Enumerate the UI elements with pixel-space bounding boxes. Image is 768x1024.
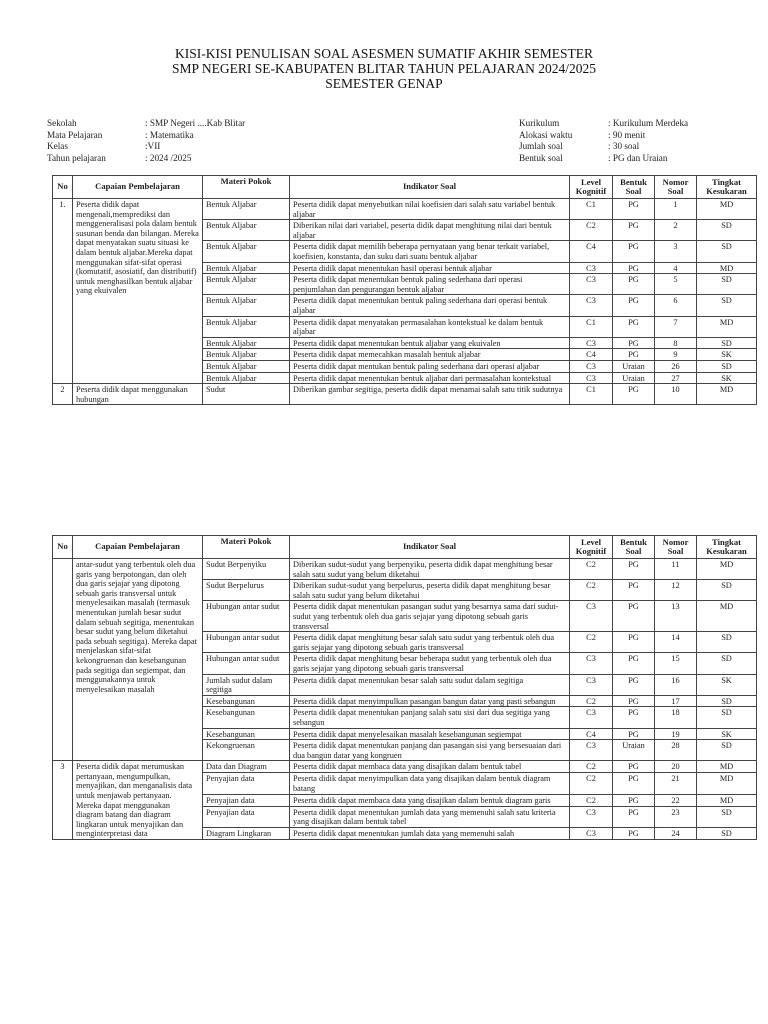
cell-bentuk: PG — [613, 580, 655, 601]
col-header-tingkat: Tingkat Kesukaran — [697, 536, 757, 559]
cell-materi: Data dan Diagram — [203, 761, 290, 773]
title-line-3: SEMESTER GENAP — [325, 76, 443, 91]
cell-indikator: Peserta didik dapat menentukan bentuk aljabar dari permasalahan kontekstual — [290, 372, 570, 384]
cell-bentuk: PG — [613, 262, 655, 274]
cell-level: C3 — [570, 601, 613, 632]
cell-materi: Kekongruenan — [203, 740, 290, 761]
cell-indikator: Peserta didik dapat menentukan jumlah data yang memenuhi salah — [290, 828, 570, 840]
cell-materi: Sudut — [203, 384, 290, 405]
cell-indikator: Peserta didik dapat menentukan jumlah data yang memenuhi salah satu kriteria yang disajikan dalam bentuk tabel — [290, 806, 570, 828]
cell-tingkat: SK — [697, 349, 757, 361]
cell-nomor: 17 — [655, 695, 697, 707]
cell-materi: Penyajian data — [203, 806, 290, 828]
cell-bentuk: PG — [613, 794, 655, 806]
cell-indikator: Peserta didik dapat membaca data yang disajikan dalam bentuk tabel — [290, 761, 570, 773]
cell-tingkat: SK — [697, 372, 757, 384]
cell-bentuk: PG — [613, 316, 655, 337]
cell-nomor: 6 — [655, 295, 697, 316]
cell-materi: Bentuk Aljabar — [203, 316, 290, 337]
cell-nomor: 26 — [655, 360, 697, 372]
cell-level: C4 — [570, 728, 613, 740]
cell-materi: Diagram Lingkaran — [203, 828, 290, 840]
cell-level: C2 — [570, 220, 613, 241]
cell-tingkat: MD — [697, 559, 757, 580]
cell-level: C3 — [570, 674, 613, 695]
cell-indikator: Diberikan sudut-sudut yang berpenyiku, peserta didik dapat menghitung besar salah satu sudut yang belum diketahui — [290, 559, 570, 580]
cell-tingkat: SD — [697, 806, 757, 828]
cell-nomor: 11 — [655, 559, 697, 580]
cell-capaian: Peserta didik dapat mengenali,memprediksi dan menggeneralisasi pola dalam bentuk susunan benda dan bilangan. Mereka dapat menyatakan suatu situasi ke dalam bentuk aljabar.Mereka dapat menggunakan sifat-sifat operasi (komutatif, asosiatif, dan distributif) untuk menghasilkan bentuk aljabar yang ekuivalen — [73, 199, 203, 384]
cell-bentuk: PG — [613, 632, 655, 653]
cell-indikator: Peserta didik dapat menghitung besar salah satu sudut yang terbentuk oleh dua garis sejajar yang dipotong sebuah garis transversal — [290, 632, 570, 653]
cell-nomor: 3 — [655, 241, 697, 262]
cell-indikator: Diberikan gambar segitiga, peserta didik dapat menamai salah satu titik sudutnya — [290, 384, 570, 405]
info-right — [519, 118, 688, 164]
cell-tingkat: SK — [697, 674, 757, 695]
cell-materi: Hubungan antar sudut — [203, 653, 290, 674]
col-header-cp: Capaian Pembelajaran — [73, 176, 203, 199]
col-header-bentuk: Bentuk Soal — [613, 536, 655, 559]
cell-level: C1 — [570, 199, 613, 220]
cell-indikator: Diberikan sudut-sudut yang berpelurus, peserta didik dapat menghitung besar salah satu sudut yang belum diketahui — [290, 580, 570, 601]
table-row — [53, 384, 757, 405]
document-title — [0, 46, 768, 91]
info-row-bentuk: Bentuk soal : PG dan Uraian — [519, 152, 668, 163]
col-header-no: No — [53, 176, 73, 199]
cell-tingkat: SD — [697, 220, 757, 241]
cell-level: C2 — [570, 761, 613, 773]
cell-materi: Bentuk Aljabar — [203, 274, 290, 295]
cell-nomor: 18 — [655, 707, 697, 728]
cell-level: C2 — [570, 695, 613, 707]
cell-indikator: Peserta didik dapat memecahkan masalah bentuk aljabar — [290, 349, 570, 361]
col-header-nomor: Nomor Soal — [655, 176, 697, 199]
cell-level: C2 — [570, 580, 613, 601]
cell-bentuk: PG — [613, 384, 655, 405]
cell-nomor: 1 — [655, 199, 697, 220]
cell-tingkat: MD — [697, 384, 757, 405]
cell-level: C3 — [570, 740, 613, 761]
cell-tingkat: SD — [697, 828, 757, 840]
cell-no: 3 — [53, 761, 73, 840]
cell-indikator: Peserta didik dapat menyebutkan nilai koefisien dari salah satu variabel bentuk aljabar — [290, 199, 570, 220]
cell-indikator: Peserta didik dapat mentukan bentuk paling sederhana dari operasi aljabar — [290, 360, 570, 372]
cell-materi: Bentuk Aljabar — [203, 262, 290, 274]
col-header-level: Level Kognitif — [570, 176, 613, 199]
cell-materi: Penyajian data — [203, 773, 290, 795]
cell-tingkat: MD — [697, 262, 757, 274]
cell-level: C4 — [570, 241, 613, 262]
cell-tingkat: MD — [697, 316, 757, 337]
info-row-sekolah: Sekolah : SMP Negeri ....Kab Blitar — [47, 118, 246, 128]
cell-nomor: 21 — [655, 773, 697, 795]
cell-nomor: 10 — [655, 384, 697, 405]
cell-level: C3 — [570, 707, 613, 728]
cell-level: C4 — [570, 349, 613, 361]
cell-bentuk: Uraian — [613, 372, 655, 384]
cell-indikator: Peserta didik dapat menentukan bentuk aljabar yang ekuivalen — [290, 337, 570, 349]
col-header-level: Level Kognitif — [570, 536, 613, 559]
cell-materi: Jumlah sudut dalam segitiga — [203, 674, 290, 695]
cell-nomor: 4 — [655, 262, 697, 274]
kisi-table-1 — [52, 175, 757, 405]
cell-capaian: antar-sudut yang terbentuk oleh dua garis yang berpotongan, dan oleh dua garis sejajar yang dipotong sebuah garis transversal untuk menyelesaikan masalah (termasuk menentukan jumlah besar sudut dalam sebuah segitiga, menentukan besar sudut yang belum diketahui pada sebuah segitiga). Mereka dapat menjelaskan sifat-sifat kekongruenan dan kesebangunan pada segitiga dan segiempat, dan menggunakannya untuk menyelesaikan masalah — [73, 559, 203, 761]
cell-bentuk: Uraian — [613, 360, 655, 372]
cell-tingkat: SD — [697, 580, 757, 601]
info-row-tahun: Tahun pelajaran : 2024 /2025 — [47, 152, 192, 163]
cell-materi: Bentuk Aljabar — [203, 199, 290, 220]
cell-bentuk: Uraian — [613, 740, 655, 761]
cell-level: C1 — [570, 316, 613, 337]
cell-nomor: 20 — [655, 761, 697, 773]
cell-tingkat: SD — [697, 360, 757, 372]
cell-nomor: 8 — [655, 337, 697, 349]
cell-materi: Bentuk Aljabar — [203, 220, 290, 241]
title-line-1: KISI-KISI PENULISAN SOAL ASESMEN SUMATIF AKHIR SEMESTER — [174, 46, 594, 61]
cell-tingkat: SD — [697, 241, 757, 262]
cell-level: C1 — [570, 384, 613, 405]
cell-level: C2 — [570, 773, 613, 795]
cell-bentuk: PG — [613, 806, 655, 828]
cell-tingkat: SD — [697, 274, 757, 295]
cell-tingkat: SD — [697, 632, 757, 653]
cell-nomor: 15 — [655, 653, 697, 674]
cell-bentuk: PG — [613, 199, 655, 220]
cell-indikator: Diberikan nilai dari variabel, peserta didik dapat menghitung nilai dari bentuk aljabar — [290, 220, 570, 241]
info-row-alokasi: Alokasi waktu : 90 menit — [519, 129, 646, 140]
cell-no: 2 — [53, 384, 73, 405]
cell-level: C3 — [570, 295, 613, 316]
col-header-nomor: Nomor Soal — [655, 536, 697, 559]
table-row — [53, 761, 757, 773]
col-header-indikator: Indikator Soal — [290, 176, 570, 199]
cell-nomor: 19 — [655, 728, 697, 740]
cell-bentuk: PG — [613, 828, 655, 840]
cell-indikator: Peserta didik dapat membaca data yang disajikan dalam bentuk diagram garis — [290, 794, 570, 806]
col-header-cp: Capaian Pembelajaran — [73, 536, 203, 559]
cell-nomor: 16 — [655, 674, 697, 695]
cell-nomor: 24 — [655, 828, 697, 840]
cell-bentuk: PG — [613, 707, 655, 728]
cell-materi: Sudut Berpelurus — [203, 580, 290, 601]
cell-tingkat: MD — [697, 601, 757, 632]
cell-tingkat: MD — [697, 199, 757, 220]
cell-materi: Sudut Berpenyiku — [203, 559, 290, 580]
cell-bentuk: PG — [613, 241, 655, 262]
cell-bentuk: PG — [613, 274, 655, 295]
cell-indikator: Peserta didik dapat menghitung besar beberapa sudut yang terbentuk oleh dua garis sejajar yang dipotong sebuah garis transversal — [290, 653, 570, 674]
cell-bentuk: PG — [613, 220, 655, 241]
table-header-row — [53, 176, 757, 199]
cell-bentuk: PG — [613, 295, 655, 316]
cell-indikator: Peserta didik dapat menentukan bentuk paling sederhana dari operasi bentuk aljabar — [290, 295, 570, 316]
cell-indikator: Peserta didik dapat memilih beberapa pernyataan yang benar terkait variabel, koefisien, konstanta, dan suku dari suatu bentuk aljabar — [290, 241, 570, 262]
cell-level: C3 — [570, 262, 613, 274]
info-left — [47, 118, 245, 164]
cell-nomor: 22 — [655, 794, 697, 806]
cell-tingkat: MD — [697, 761, 757, 773]
cell-materi: Bentuk Aljabar — [203, 372, 290, 384]
col-header-tingkat: Tingkat Kesukaran — [697, 176, 757, 199]
cell-tingkat: MD — [697, 794, 757, 806]
col-header-no: No — [53, 536, 73, 559]
info-row-mapel: Mata Pelajaran : Matematika — [47, 129, 194, 140]
cell-nomor: 14 — [655, 632, 697, 653]
cell-bentuk: PG — [613, 559, 655, 580]
cell-nomor: 2 — [655, 220, 697, 241]
cell-bentuk: PG — [613, 601, 655, 632]
cell-nomor: 12 — [655, 580, 697, 601]
cell-bentuk: PG — [613, 695, 655, 707]
cell-indikator: Peserta didik dapat menentukan bentuk paling sederhana dari operasi penjumlahan dan pengurangan bentuk aljabar — [290, 274, 570, 295]
cell-nomor: 13 — [655, 601, 697, 632]
cell-tingkat: SK — [697, 728, 757, 740]
cell-nomor: 9 — [655, 349, 697, 361]
cell-nomor: 5 — [655, 274, 697, 295]
cell-materi: Bentuk Aljabar — [203, 360, 290, 372]
cell-level: C3 — [570, 828, 613, 840]
cell-level: C3 — [570, 274, 613, 295]
cell-nomor: 27 — [655, 372, 697, 384]
cell-level: C3 — [570, 653, 613, 674]
cell-bentuk: PG — [613, 761, 655, 773]
info-row-jumlah: Jumlah soal : 30 soal — [519, 141, 640, 151]
cell-level: C3 — [570, 372, 613, 384]
cell-tingkat: SD — [697, 740, 757, 761]
info-row-kurikulum: Kurikulum : Kurikulum Merdeka — [519, 118, 689, 128]
cell-level: C3 — [570, 360, 613, 372]
cell-indikator: Peserta didik dapat menyelesaikan masalah kesebangunan segiempat — [290, 728, 570, 740]
cell-capaian: Peserta didik dapat merumuskan pertanyaan, mengumpulkan, menyajikan, dan menganalisis data untuk menjawab pertanyaan. Mereka dapat menggunakan diagram batang dan diagram lingkaran untuk menyajikan dan menginterpretasi data — [73, 761, 203, 840]
cell-level: C2 — [570, 632, 613, 653]
cell-indikator: Peserta didik dapat menentukan pasangan sudut yang besarnya sama dari sudut-sudut yang terbentuk oleh dua garis sejajar yang dipotong sebuah garis transversal — [290, 601, 570, 632]
table-row — [53, 559, 757, 580]
col-header-indikator: Indikator Soal — [290, 536, 570, 559]
cell-indikator: Peserta didik dapat menentukan hasil operasi bentuk aljabar — [290, 262, 570, 274]
cell-tingkat: MD — [697, 773, 757, 795]
cell-level: C2 — [570, 559, 613, 580]
cell-materi: Bentuk Aljabar — [203, 241, 290, 262]
cell-materi: Penyajian data — [203, 794, 290, 806]
title-line-2: SMP NEGERI SE-KABUPATEN BLITAR TAHUN PELAJARAN 2024/2025 — [171, 61, 597, 76]
cell-tingkat: SD — [697, 695, 757, 707]
cell-bentuk: PG — [613, 773, 655, 795]
cell-materi: Kesebangunan — [203, 707, 290, 728]
cell-level: C3 — [570, 806, 613, 828]
cell-bentuk: PG — [613, 337, 655, 349]
cell-indikator: Peserta didik dapat menyimpulkan pasangan bangun datar yang pasti sebangun — [290, 695, 570, 707]
cell-materi: Hubungan antar sudut — [203, 632, 290, 653]
cell-level: C3 — [570, 337, 613, 349]
cell-nomor: 7 — [655, 316, 697, 337]
cell-capaian: Peserta didik dapat menggunakan hubungan — [73, 384, 203, 405]
col-header-materi: Materi Pokok — [203, 176, 290, 199]
cell-materi: Kesebangunan — [203, 695, 290, 707]
cell-bentuk: PG — [613, 349, 655, 361]
info-row-kelas: Kelas :VII — [47, 141, 161, 151]
cell-no — [53, 559, 73, 761]
cell-nomor: 28 — [655, 740, 697, 761]
col-header-materi: Materi Pokok — [203, 536, 290, 559]
cell-materi: Kesebangunan — [203, 728, 290, 740]
cell-indikator: Peserta didik dapat menentukan panjang salah satu sisi dari dua segitiga yang sebangun — [290, 707, 570, 728]
cell-tingkat: SD — [697, 337, 757, 349]
cell-bentuk: PG — [613, 653, 655, 674]
cell-tingkat: SD — [697, 653, 757, 674]
cell-nomor: 23 — [655, 806, 697, 828]
cell-tingkat: SD — [697, 707, 757, 728]
cell-materi: Bentuk Aljabar — [203, 295, 290, 316]
table-row — [53, 199, 757, 220]
cell-indikator: Peserta didik dapat menyimpulkan data yang disajikan dalam bentuk diagram batang — [290, 773, 570, 795]
cell-indikator: Peserta didik dapat menyatakan permasalahan kontekstual ke dalam bentuk aljabar — [290, 316, 570, 337]
kisi-table-2 — [52, 535, 757, 840]
cell-tingkat: SD — [697, 295, 757, 316]
cell-materi: Hubungan antar sudut — [203, 601, 290, 632]
cell-materi: Bentuk Aljabar — [203, 337, 290, 349]
col-header-bentuk: Bentuk Soal — [613, 176, 655, 199]
cell-no: 1. — [53, 199, 73, 384]
cell-bentuk: PG — [613, 674, 655, 695]
cell-level: C2 — [570, 794, 613, 806]
cell-indikator: Peserta didik dapat menentukan panjang dan pasangan sisi yang bersesuaian dari dua bangun datar yang kongruen — [290, 740, 570, 761]
cell-materi: Bentuk Aljabar — [203, 349, 290, 361]
table-header-row — [53, 536, 757, 559]
cell-bentuk: PG — [613, 728, 655, 740]
cell-indikator: Peserta didik dapat menentukan besar salah satu sudut dalam segitiga — [290, 674, 570, 695]
